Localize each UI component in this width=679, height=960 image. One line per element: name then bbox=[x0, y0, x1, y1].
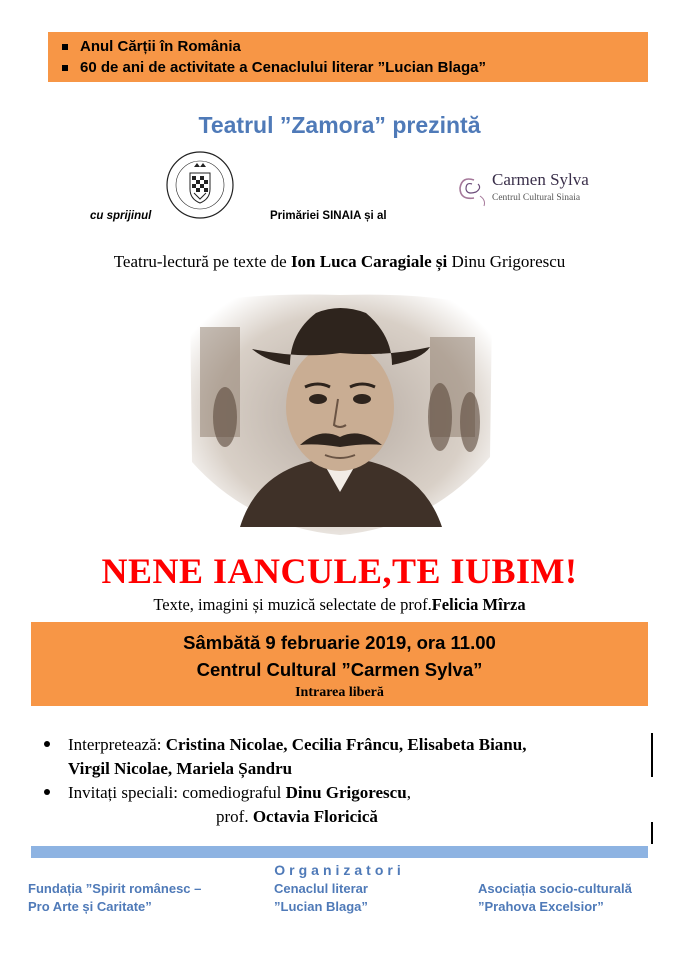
header-bullet-1: Anul Cărții în România bbox=[62, 36, 648, 57]
carmen-sylva-name: Carmen Sylva bbox=[492, 170, 589, 189]
vertical-divider bbox=[651, 822, 653, 844]
sponsor-mayor-label: Primăriei SINAIA și al bbox=[270, 210, 387, 222]
carmen-sylva-subtitle: Centrul Cultural Sinaia bbox=[492, 193, 581, 203]
header-bullet-2: 60 de ani de activitate a Cenaclului literar ”Lucian Blaga” bbox=[62, 57, 648, 78]
vertical-divider bbox=[651, 733, 653, 777]
sinaia-crest-logo bbox=[164, 149, 236, 221]
caragiale-portrait-illustration bbox=[180, 287, 500, 537]
header-band bbox=[48, 32, 648, 82]
square-bullet-icon bbox=[62, 65, 68, 71]
event-venue: Centrul Cultural ”Carmen Sylva” bbox=[196, 659, 483, 680]
bullet-icon bbox=[44, 789, 50, 795]
event-subtitle: Teatru-lectură pe texte de Ion Luca Caragiale și Dinu Grigorescu bbox=[113, 252, 566, 271]
sponsor-label: cu sprijinul bbox=[90, 210, 152, 222]
list-item-continuation: prof. Octavia Floricică bbox=[216, 807, 378, 826]
event-entry: Intrarea liberă bbox=[295, 685, 384, 700]
organizer-item: Fundația ”Spirit românesc – Pro Arte și Caritate” bbox=[28, 881, 202, 914]
event-headline: NENE IANCULE,TE IUBIM! bbox=[101, 551, 578, 591]
organizer-item: Asociația socio-culturală ”Prahova Excelsior” bbox=[478, 881, 632, 914]
page-title: Teatrul ”Zamora” prezintă bbox=[198, 112, 481, 138]
square-bullet-icon bbox=[62, 44, 68, 50]
event-credits: Texte, imagini și muzică selectate de prof.Felicia Mîrza bbox=[153, 595, 526, 614]
organizer-item: Cenaclul literar ”Lucian Blaga” bbox=[274, 881, 368, 914]
list-item-continuation: Virgil Nicolae, Mariela Șandru bbox=[68, 759, 293, 778]
event-details-band bbox=[31, 622, 648, 706]
organizers-title: Organizatori bbox=[274, 862, 405, 878]
cast-list bbox=[44, 733, 654, 829]
footer-divider bbox=[31, 846, 648, 858]
bullet-icon bbox=[44, 741, 50, 747]
event-date: Sâmbătă 9 februarie 2019, ora 11.00 bbox=[183, 632, 496, 653]
list-item: Interpretează: Cristina Nicolae, Cecilia Frâncu, Elisabeta Bianu, bbox=[44, 733, 654, 757]
list-item: Invitați speciali: comediograful Dinu Grigorescu, bbox=[44, 781, 654, 805]
